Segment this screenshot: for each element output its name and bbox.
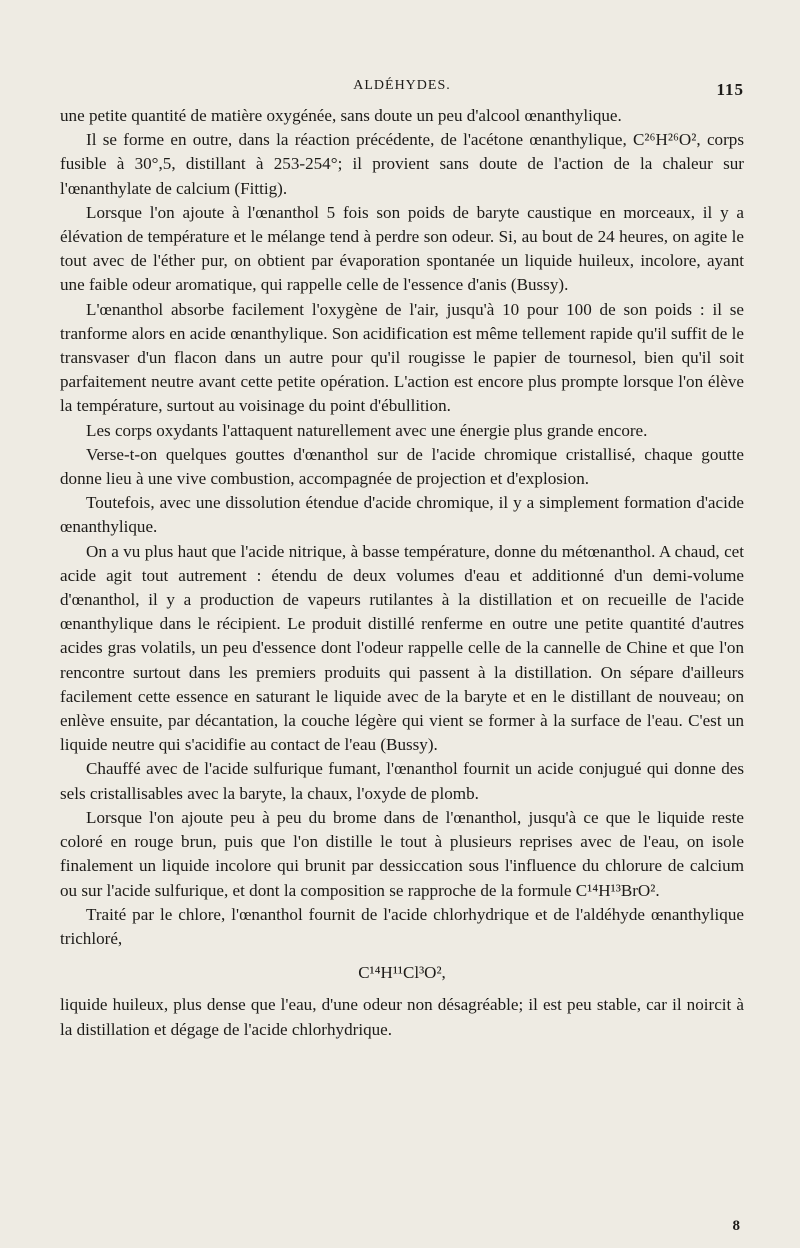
paragraph: une petite quantité de matière oxygénée, sans doute un peu d'alcool œnanthylique. — [60, 106, 622, 125]
running-title: ALDÉHYDES. — [353, 78, 451, 93]
paragraph: Les corps oxydants l'attaquent naturellement avec une énergie plus grande encore. — [86, 420, 648, 440]
running-header — [60, 76, 744, 104]
paragraph: Toutefois, avec une dissolution étendue d'acide chromique, il y a simplement formation d'acide œnanthylique. — [60, 493, 744, 537]
paragraph: Chauffé avec de l'acide sulfurique fumant, l'œnanthol fournit un acide conjugué qui donne des sels cristallisables avec la baryte, la chaux, l'oxyde de plomb. — [60, 759, 744, 803]
paragraph: Traité par le chlore, l'œnanthol fournit de l'acide chlorhydrique et de l'aldéhyde œnanthylique trichloré, — [60, 904, 744, 948]
paragraph: On a vu plus haut que l'acide nitrique, à basse température, donne du métœnanthol. A chaud, cet acide agit tout autrement : étendu de deux volumes d'eau et additionné d'un demi-volume d'œnanthol, il y a production de vapeurs rutilantes à la distillation et on recueille de l'acide œnanthylique dans le récipient. Le produit distillé renferme en outre une petite quantité d'autres acides gras volatils, un peu d'essence dont l'odeur rappelle celle de la cannelle de Chine et que l'on rencontre surtout dans les premiers produits qui passent à la distillation. On sépare d'ailleurs facilement cette essence en saturant le liquide avec de la baryte et en le distillant de nouveau; on enlève ensuite, par décantation, la couche légère qui vient se former à la surface de l'eau. C'est un liquide neutre qui s'acidifie au contact de l'eau (Bussy). — [60, 541, 744, 755]
paragraph: L'œnanthol absorbe facilement l'oxygène de l'air, jusqu'à 10 pour 100 de son poids : il se tranforme alors en acide œnanthylique. Son acidification est même tellement rapide qu'il suffit de le transvaser d'un flacon dans un autre pour qu'il rougisse le papier de tournesol, bien qu'il soit parfaitement neutre avant cette petite opération. L'action est encore plus prompte lorsque l'on élève la température, surtout au voisinage du point d'ébullition. — [60, 299, 744, 416]
signature-mark: 8 — [732, 1218, 740, 1234]
paragraph: Verse-t-on quelques gouttes d'œnanthol sur de l'acide chromique cristallisé, chaque goutte donne lieu à une vive combustion, accompagnée de projection et d'explosion. — [60, 444, 744, 489]
paragraph: Lorsque l'on ajoute peu à peu du brome dans de l'œnanthol, jusqu'à ce que le liquide reste coloré en rouge brun, puis que l'on distille le tout à plusieurs reprises avec de l'eau, on isole finalement un liquide incolore qui brunit par dessiccation sous l'influence du chlorure de calcium ou sur l'acide sulfurique, et dont la composition se rapproche de la formule C¹⁴H¹³BrO². — [60, 807, 744, 900]
paragraph: liquide huileux, plus dense que l'eau, d'une odeur non désagréable; il est peu stable, car il noircit à la distillation et dégage de l'acide chlorhydrique. — [60, 995, 744, 1039]
paragraph: Il se forme en outre, dans la réaction précédente, de l'acétone œnanthylique, C²⁶H²⁶O², corps fusible à 30°,5, distillant à 253-254°; il provient sans doute de l'action de la chaleur sur l'œnanthylate de calcium (Fittig). — [60, 130, 744, 198]
chemical-formula: C¹⁴H¹¹Cl³O², — [358, 963, 446, 983]
paragraph: Lorsque l'on ajoute à l'œnanthol 5 fois son poids de baryte caustique en morceaux, il y a élévation de température et le mélange tend à perdre son odeur. Si, au bout de 24 heures, on agite le tout avec de l'éther pur, on obtient par évaporation spontanée un liquide huileux, incolore, ayant une faible odeur aromatique, qui rappelle celle de l'essence d'anis (Bussy). — [60, 202, 744, 295]
page-number: 115 — [716, 80, 744, 99]
body-text — [60, 104, 744, 1042]
